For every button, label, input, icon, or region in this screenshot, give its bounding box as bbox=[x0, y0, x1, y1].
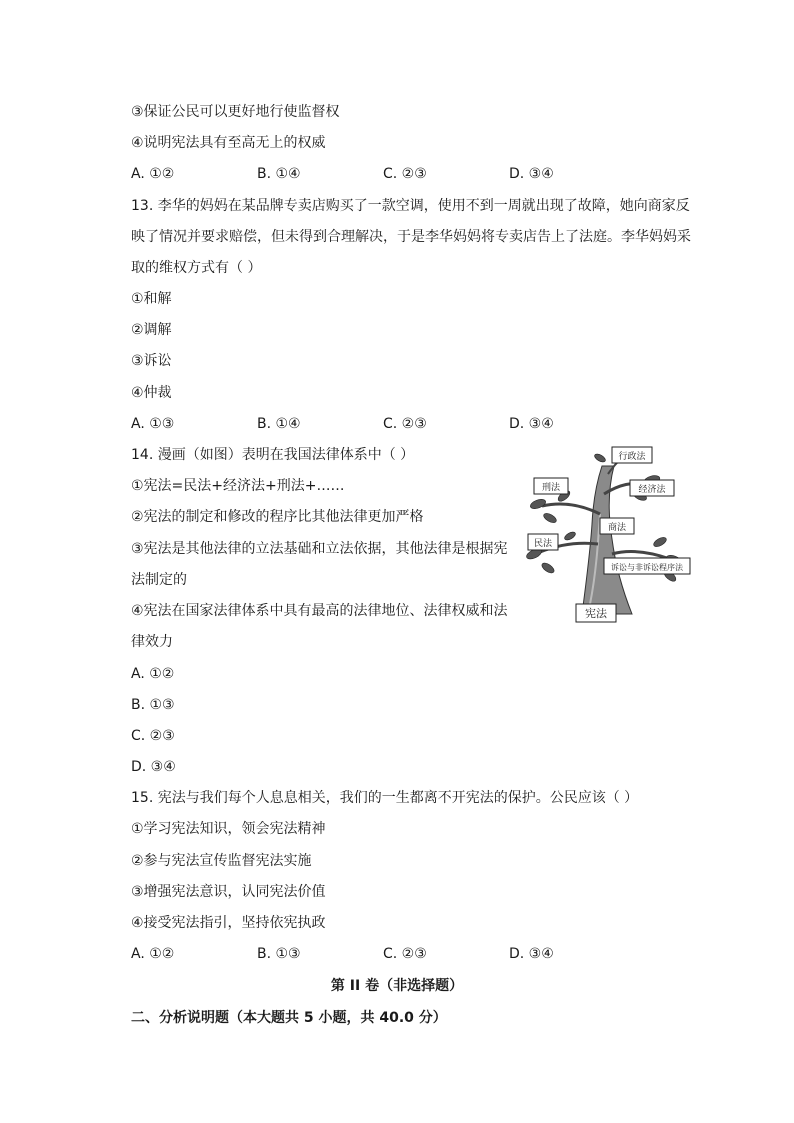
q15-item-4: ④接受宪法指引，坚持依宪执政 bbox=[131, 915, 326, 931]
q13-item-4: ④仲裁 bbox=[131, 385, 172, 401]
q13-stem-line-1: 13. 李华的妈妈在某品牌专卖店购买了一款空调，使用不到一周就出现了故障，她向商家反 bbox=[131, 198, 690, 214]
q14-item-2: ②宪法的制定和修改的程序比其他法律更加严格 bbox=[131, 509, 424, 525]
q13-choice-a[interactable]: A. ①③ bbox=[131, 416, 175, 432]
q13-choice-b[interactable]: B. ①④ bbox=[257, 416, 301, 432]
q15-item-1: ①学习宪法知识，领会宪法精神 bbox=[131, 821, 326, 837]
q15-choice-b[interactable]: B. ①③ bbox=[257, 946, 301, 962]
tree-label-minfa: 民法 bbox=[533, 539, 553, 549]
q13-item-1: ①和解 bbox=[131, 291, 172, 307]
q13-item-3: ③诉讼 bbox=[131, 353, 172, 369]
q14-item-3-line-2: 法制定的 bbox=[131, 572, 187, 588]
q14-stem: 14. 漫画（如图）表明在我国法律体系中（ ） bbox=[131, 447, 415, 463]
q15-choice-d[interactable]: D. ③④ bbox=[509, 946, 554, 962]
q15-choice-a[interactable]: A. ①② bbox=[131, 946, 175, 962]
q12-choice-b[interactable]: B. ①④ bbox=[257, 166, 301, 182]
q13-choices bbox=[131, 414, 651, 434]
law-tree-illustration bbox=[520, 444, 692, 624]
q15-stem: 15. 宪法与我们每个人息息相关，我们的一生都离不开宪法的保护。公民应该（ ） bbox=[131, 790, 639, 806]
q12-choice-a[interactable]: A. ①② bbox=[131, 166, 175, 182]
q14-item-3-line-1: ③宪法是其他法律的立法基础和立法依据，其他法律是根据宪 bbox=[131, 541, 508, 557]
q13-item-2: ②调解 bbox=[131, 322, 172, 338]
part2-title: 第 II 卷（非选择题） bbox=[330, 978, 464, 994]
q14-choice-d[interactable]: D. ③④ bbox=[131, 759, 176, 775]
q12-choices bbox=[131, 164, 651, 184]
q12-option-4: ④说明宪法具有至高无上的权威 bbox=[131, 135, 326, 151]
tree-label-xingfa: 刑法 bbox=[541, 483, 561, 493]
q13-choice-c[interactable]: C. ②③ bbox=[383, 416, 427, 432]
q14-item-4-line-1: ④宪法在国家法律体系中具有最高的法律地位、法律权威和法 bbox=[131, 603, 508, 619]
law-tree-figure bbox=[520, 444, 692, 624]
part2-section-heading: 二、分析说明题（本大题共 5 小题，共 40.0 分） bbox=[131, 1010, 447, 1026]
q15-choices bbox=[131, 944, 651, 964]
tree-label-susong: 诉讼与非诉讼程序法 bbox=[611, 563, 683, 572]
q13-stem-line-3: 取的维权方式有（ ） bbox=[131, 260, 262, 276]
q15-item-2: ②参与宪法宣传监督宪法实施 bbox=[131, 853, 312, 869]
tree-label-shangfa: 商法 bbox=[607, 523, 627, 533]
q12-choice-c[interactable]: C. ②③ bbox=[383, 166, 427, 182]
tree-label-xingzheng: 行政法 bbox=[618, 452, 646, 462]
tree-label-jingji: 经济法 bbox=[638, 485, 666, 495]
q14-choice-c[interactable]: C. ②③ bbox=[131, 728, 175, 744]
q14-item-4-line-2: 律效力 bbox=[131, 634, 173, 650]
q13-stem-line-2: 映了情况并要求赔偿，但未得到合理解决，于是李华妈妈将专卖店告上了法庭。李华妈妈采 bbox=[131, 229, 691, 245]
q14-item-1: ①宪法=民法+经济法+刑法+…… bbox=[131, 478, 345, 494]
q15-choice-c[interactable]: C. ②③ bbox=[383, 946, 427, 962]
q14-choice-a[interactable]: A. ①② bbox=[131, 666, 175, 682]
q12-option-3: ③保证公民可以更好地行使监督权 bbox=[131, 104, 340, 120]
q14-choice-b[interactable]: B. ①③ bbox=[131, 697, 175, 713]
q13-choice-d[interactable]: D. ③④ bbox=[509, 416, 554, 432]
q15-item-3: ③增强宪法意识，认同宪法价值 bbox=[131, 884, 326, 900]
tree-label-xianfa: 宪法 bbox=[585, 607, 607, 620]
q12-choice-d[interactable]: D. ③④ bbox=[509, 166, 554, 182]
